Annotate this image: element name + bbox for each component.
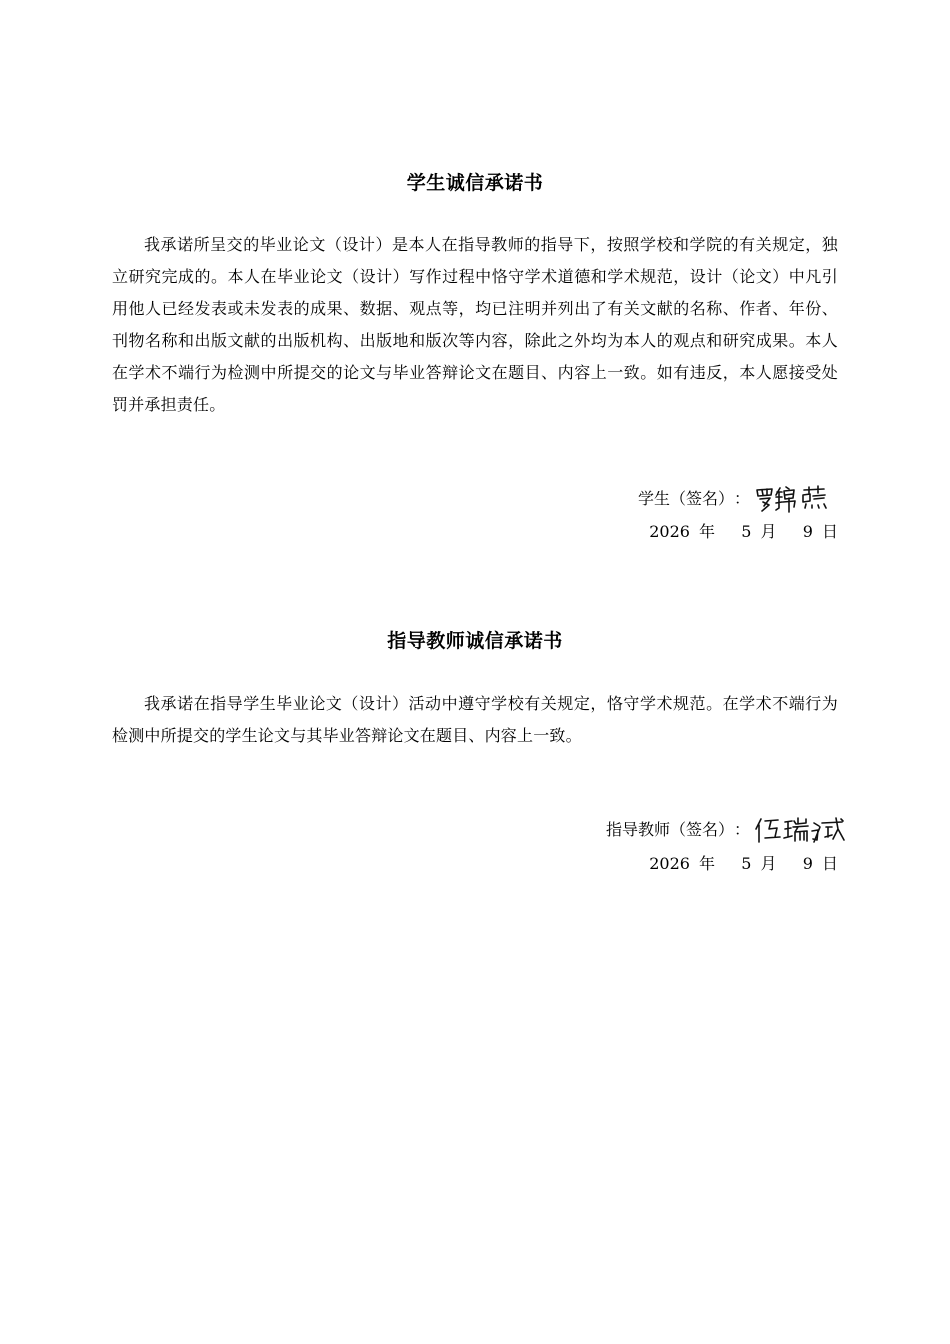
advisor-date-year: 2026 — [649, 854, 690, 873]
student-date-day-unit: 日 — [821, 522, 838, 541]
advisor-pledge-title: 指导教师诚信承诺书 — [387, 630, 563, 652]
advisor-date-day-unit: 日 — [821, 854, 838, 873]
student-date-year-unit: 年 — [699, 522, 716, 541]
advisor-pledge-body: 我承诺在指导学生毕业论文（设计）活动中遵守学校有关规定，恪守学术规范。在学术不端行为检测中所提交的学生论文与其毕业答辩论文在题目、内容上一致。 — [112, 694, 838, 745]
student-signature-colon: ： — [733, 489, 750, 508]
student-handwritten-signature — [754, 484, 838, 514]
student-pledge-title: 学生诚信承诺书 — [406, 172, 544, 194]
advisor-handwritten-signature — [754, 815, 838, 845]
student-date-year: 2026 — [649, 522, 690, 541]
student-signature-label: 学生（签名） — [637, 489, 734, 508]
student-pledge-body: 我承诺所呈交的毕业论文（设计）是本人在指导教师的指导下，按照学校和学院的有关规定，独立研究完成的。本人在毕业论文（设计）写作过程中恪守学术道德和学术规范，设计（论文）中凡引用他人已经发表或未发表的成果、数据、观点等，均已注明并列出了有关文献的名称、作者、年份、刊物名称和出版文献的出版机构、出版地和版次等内容，除此之外均为本人的观点和研究成果。本人在学术不端行为检测中所提交的论文与毕业答辩论文在题目、内容上一致。如有违反，本人愿接受处罚并承担责任。 — [112, 235, 838, 414]
advisor-date-year-unit: 年 — [699, 854, 716, 873]
student-signature-line — [638, 484, 838, 514]
advisor-signature-label: 指导教师（签名） — [605, 820, 734, 839]
student-date-month: 5 — [741, 522, 752, 541]
advisor-date — [649, 852, 838, 876]
student-date — [649, 520, 838, 544]
student-date-month-unit: 月 — [760, 522, 777, 541]
advisor-date-day: 9 — [802, 854, 813, 873]
advisor-signature-line — [606, 815, 838, 845]
advisor-date-month-unit: 月 — [760, 854, 777, 873]
advisor-signature-colon: ： — [733, 820, 750, 839]
advisor-date-month: 5 — [741, 854, 752, 873]
student-date-day: 9 — [802, 522, 813, 541]
